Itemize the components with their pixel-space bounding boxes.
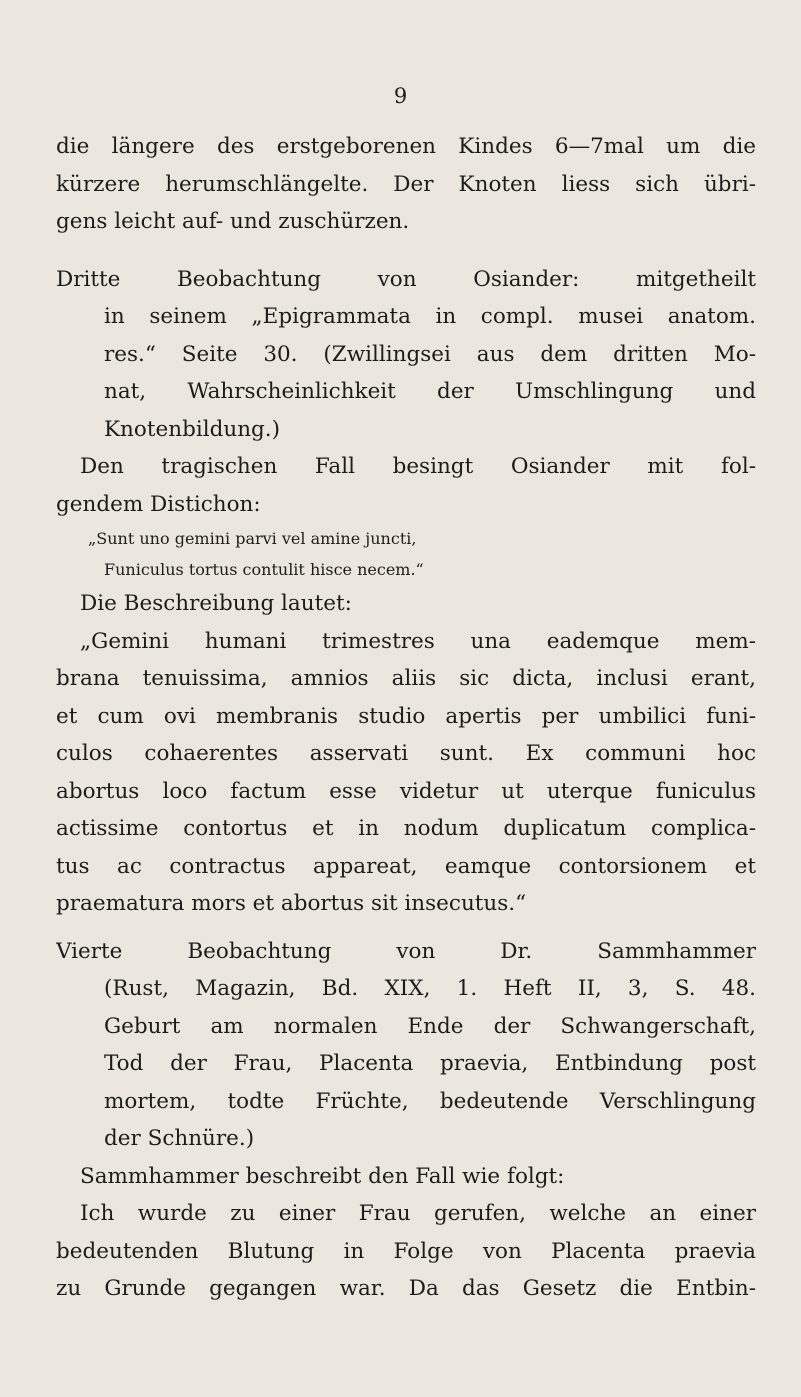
quote-line: „Sunt uno gemini parvi vel amine juncti, (88, 529, 417, 548)
text-line: die längere des erstgeborenen Kindes 6—7mal um die (56, 134, 756, 159)
text-line: Die Beschreibung lautet: (80, 591, 352, 616)
text-line: Knotenbildung.) (104, 416, 281, 442)
text-line: Tod der Frau, Placenta praevia, Entbindung post (104, 1051, 756, 1076)
text-line: tus ac contractus appareat, eamque contorsionem et (56, 853, 756, 879)
page-number: 9 (393, 84, 408, 108)
text-line: et cum ovi membranis studio apertis per umbilici funi- (56, 703, 756, 729)
text-line: Den tragischen Fall besingt Osiander mit fol- (80, 454, 756, 479)
heading-line: Vierte Beobachtung von Dr. Sammhammer (56, 938, 756, 964)
text-line: zu Grunde gegangen war. Da das Gesetz die Entbin- (56, 1276, 756, 1301)
text-line: bedeutenden Blutung in Folge von Placenta praevia (56, 1238, 756, 1264)
text-line: nat, Wahrscheinlichkeit der Umschlingung und (104, 379, 756, 404)
text-line: kürzere herumschlängelte. Der Knoten liess sich übri- (56, 171, 756, 197)
body-text (56, 128, 756, 1308)
text-line: praematura mors et abortus sit insecutus.“ (56, 891, 527, 916)
text-line: res.“ Seite 30. (Zwillingsei aus dem dritten Mo- (104, 341, 756, 367)
text-line: abortus loco factum esse videtur ut uterque funiculus (56, 778, 756, 804)
paragraph-gap (56, 923, 756, 933)
text-line: mortem, todte Früchte, bedeutende Verschlingung (104, 1088, 756, 1114)
text-line: Ich wurde zu einer Frau gerufen, welche an einer (80, 1201, 756, 1226)
paragraph-gap (56, 241, 756, 261)
text-line: gendem Distichon: (56, 491, 261, 517)
text-line: der Schnüre.) (104, 1126, 255, 1151)
text-line: gens leicht auf- und zuschürzen. (56, 209, 410, 234)
text-line: Geburt am normalen Ende der Schwangerschaft, (104, 1013, 756, 1039)
text-line: (Rust, Magazin, Bd. XIX, 1. Heft II, 3, S. 48. (104, 976, 756, 1001)
text-line: in seinem „Epigrammata in compl. musei anatom. (104, 304, 756, 329)
text-line: Sammhammer beschreibt den Fall wie folgt: (80, 1163, 565, 1189)
quote-line: Funiculus tortus contulit hisce necem.“ (104, 560, 424, 579)
text-line: culos cohaerentes asservati sunt. Ex communi hoc (56, 741, 756, 766)
heading-line: Dritte Beobachtung von Osiander: mitgetheilt (56, 266, 756, 292)
text-line: actissime contortus et in nodum duplicatum complica- (56, 816, 756, 841)
text-line: brana tenuissima, amnios aliis sic dicta, inclusi erant, (56, 666, 756, 691)
text-line: „Gemini humani trimestres una eademque mem- (80, 628, 756, 654)
